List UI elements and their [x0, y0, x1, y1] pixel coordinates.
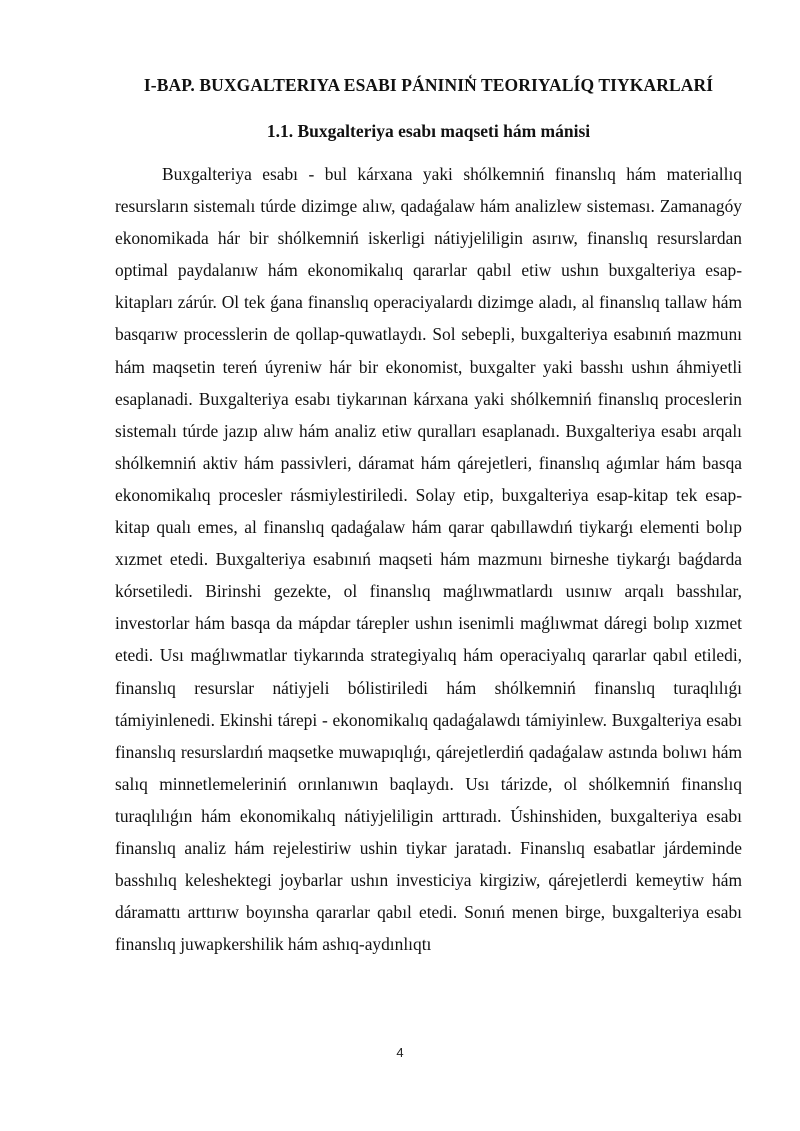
page-number: 4: [396, 1045, 404, 1060]
section-title: 1.1. Buxgalteriya esabı maqseti hám mánisi: [266, 121, 591, 141]
body-paragraph: Buxgalteriya esabı - bul kárxana yaki shólkemniń finanslıq hám materiallıq resursların sistemalı túrde dizimge alıw, qadaǵalaw hám analizlew sisteması. Zamanagóy ekonomikada hár bir shólkemniń iskerligi nátiyjeliligin asırıw, finanslıq resurslardan optimal paydalanıw hám ekonomikalıq qararlar qabıl etiw ushın buxgalteriya esap-kitapları zárúr. Ol tek ǵana finanslıq operaciyalardı dizimge aladı, al finanslıq tallaw hám basqarıw processlerin de qollap-quwatlaydı. Sol sebepli, buxgalteriya esabınıń mazmunı hám maqsetin tereń úyreniw hár bir ekonomist, buxgalter yaki basshı ushın áhmiyetli esaplanadi. Buxgalteriya esabı tiykarınan kárxana yaki shólkemniń finanslıq proceslerin sistemalı túrde jazıp alıw hám analiz etiw quralları esaplanadı. Buxgalteriya esabı arqalı shólkemniń aktiv hám passivleri, dáramat hám qárejetleri, finanslıq aǵımlar hám basqa ekonomikalıq procesler rásmiylestiriledi. Solay etip, buxgalteriya esap-kitap tek esap-kitap qualı emes, al finanslıq qadaǵalaw hám qarar qabıllawdıń tiykarǵı elementi bolıp xızmet etedi. Buxgalteriya esabınıń maqseti hám mazmunı birneshe tiykarǵı baǵdarda kórsetiledi. Birinshi gezekte, ol finanslıq maǵlıwmatlardı usınıw arqalı basshılar, investorlar hám basqa da mápdar tárepler ushın isenimli maǵlıwmat dáregi bolıp xızmet etedi. Usı maǵlıwmatlar tiykarında strategiyalıq hám operaciyalıq qararlar qabıl etiledi, finanslıq resurslar nátiyjeli bólistiriledi hám shólkemniń finanslıq turaqlılıǵı támiyinlenedi. Ekinshi tárepi - ekonomikalıq qadaǵalawdı támiyinlew. Buxgalteriya esabı finanslıq resurslardıń maqsetke muwapıqlıǵı, qárejetlerdiń qadaǵalaw astında bolıwı hám salıq minnetlemeleriniń orınlanıwın baqlaydı. Usı tárizde, ol shólkemniń finanslıq turaqlılıǵın hám ekonomikalıq nátiyjeliligin arttıradı. Úshinshiden, buxgalteriya esabı finanslıq analiz hám rejelestiriw ushin tiykar jaratadı. Finanslıq esabatlar járdeminde basshılıq keleshektegi joybarlar ushın investiciya kirgiziw, qárejetlerdi kemeytiw hám dáramattı arttırıw boyınsha qararlar qabıl etedi. Sonıń menen birge, buxgalteriya esabı finanslıq juwapkershilik hám ashıq-aydınlıqtı: [115, 164, 742, 955]
chapter-title: I-BAP. BUXGALTERIYA ESABI PÁNININ̒ TEORIYALÍQ TIYKARLARÍ: [143, 75, 714, 95]
